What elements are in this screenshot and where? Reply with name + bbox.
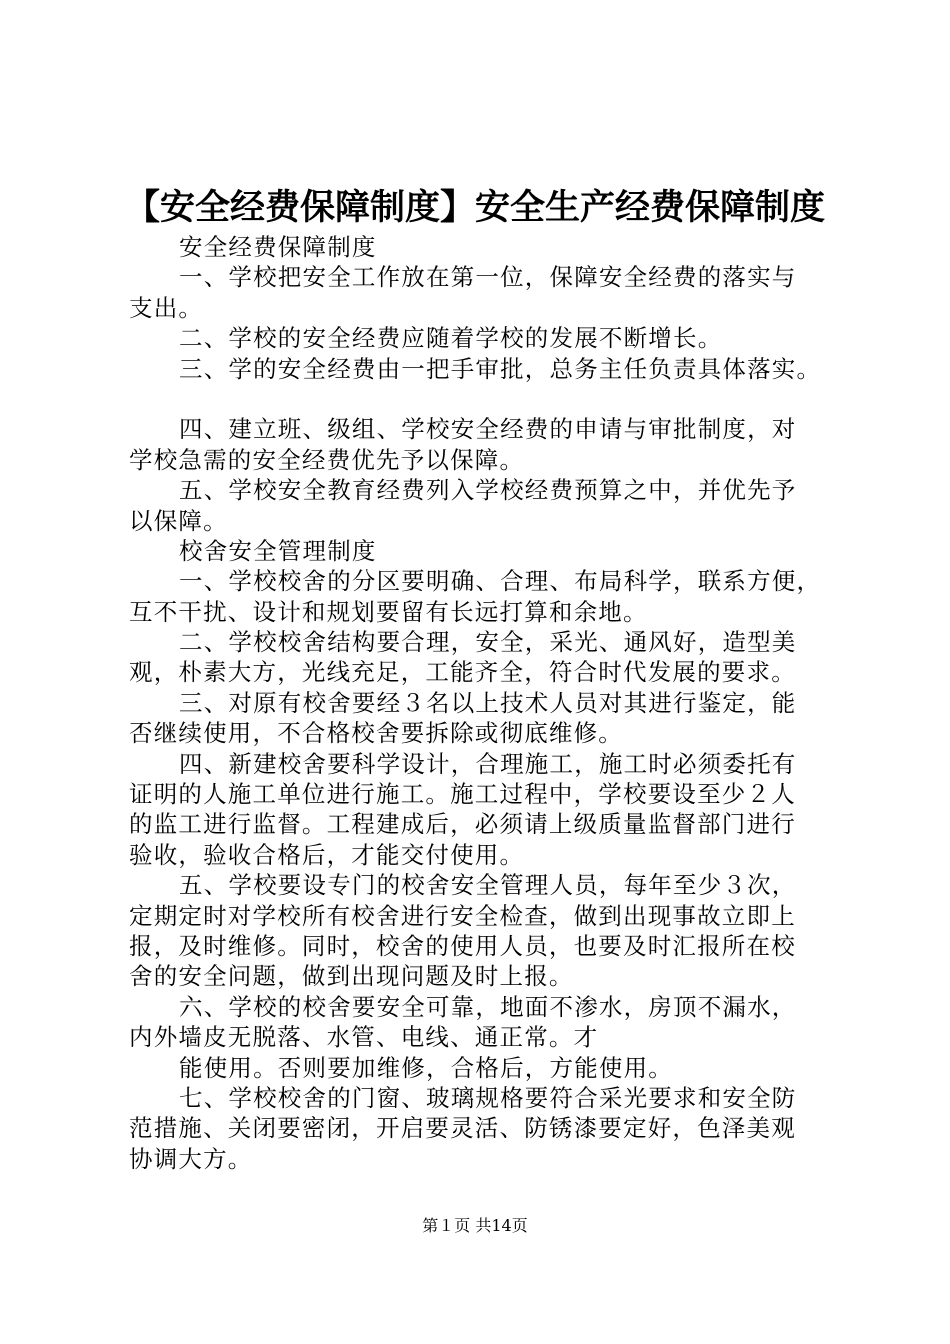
paragraph-line: 二、学校的安全经费应随着学校的发展不断增长。: [179, 324, 723, 353]
paragraph-line: 五、学校安全教育经费列入学校经费预算之中，并优先予: [179, 476, 797, 505]
section-heading: 校舍安全管理制度: [179, 536, 377, 565]
paragraph-line: 学校急需的安全经费优先予以保障。: [129, 445, 525, 474]
paragraph-line: 范措施、关闭要密闭，开启要灵活、防锈漆要定好，色泽美观: [129, 1114, 796, 1143]
page-footer: 第１页 共14页: [422, 1216, 528, 1235]
paragraph-line: 二、学校校舍结构要合理，安全，采光、通风好，造型美: [179, 628, 797, 657]
paragraph-line: 支出。: [129, 293, 204, 322]
paragraph-line: 七、学校校舍的门窗、玻璃规格要符合采光要求和安全防: [179, 1083, 797, 1112]
paragraph-line: 否继续使用，不合格校舍要拆除或彻底维修。: [129, 719, 623, 748]
paragraph-line: 定期定时对学校所有校舍进行安全检查，做到出现事故立即上: [129, 901, 796, 930]
blank-line: [129, 384, 839, 414]
paragraph-line: 舍的安全问题，做到出现问题及时上报。: [129, 962, 574, 991]
paragraph-line: 协调大方。: [129, 1144, 253, 1173]
paragraph-line: 验收，验收合格后，才能交付使用。: [129, 840, 525, 869]
paragraph-line: 观，朴素大方，光线充足，工能齐全，符合时代发展的要求。: [129, 658, 796, 687]
paragraph-line: 一、学校把安全工作放在第一位，保障安全经费的落实与: [179, 263, 797, 292]
document-body: [129, 232, 839, 1174]
paragraph-line: 的监工进行监督。工程建成后，必须请上级质量监督部门进行: [129, 810, 796, 839]
paragraph-line: 五、学校要设专门的校舍安全管理人员，每年至少３次，: [179, 871, 797, 900]
paragraph-line: 六、学校的校舍要安全可靠，地面不渗水，房顶不漏水，: [179, 992, 797, 1021]
section-heading: 安全经费保障制度: [179, 233, 377, 261]
document-title: 【安全经费保障制度】安全生产经费保障制度: [124, 188, 825, 228]
paragraph-line: 能使用。否则要加维修，合格后，方能使用。: [179, 1053, 673, 1082]
paragraph-line: 以保障。: [129, 506, 228, 535]
paragraph-line: 报，及时维修。同时，校舍的使用人员，也要及时汇报所在校: [129, 931, 796, 960]
paragraph-line: 证明的人施工单位进行施工。施工过程中，学校要设至少２人: [129, 780, 796, 809]
paragraph-line: 三、学的安全经费由一把手审批，总务主任负责具体落实。: [179, 354, 822, 383]
paragraph-line: 四、建立班、级组、学校安全经费的申请与审批制度，对: [179, 415, 797, 444]
paragraph-line: 内外墙皮无脱落、水管、电线、通正常。才: [129, 1023, 599, 1052]
paragraph-line: 三、对原有校舍要经３名以上技术人员对其进行鉴定，能: [179, 688, 797, 717]
paragraph-line: 一、学校校舍的分区要明确、合理、布局科学，联系方便，: [179, 567, 822, 596]
paragraph-line: 四、新建校舍要科学设计，合理施工，施工时必须委托有: [179, 749, 797, 778]
paragraph-line: 互不干扰、设计和规划要留有长远打算和余地。: [129, 597, 648, 626]
